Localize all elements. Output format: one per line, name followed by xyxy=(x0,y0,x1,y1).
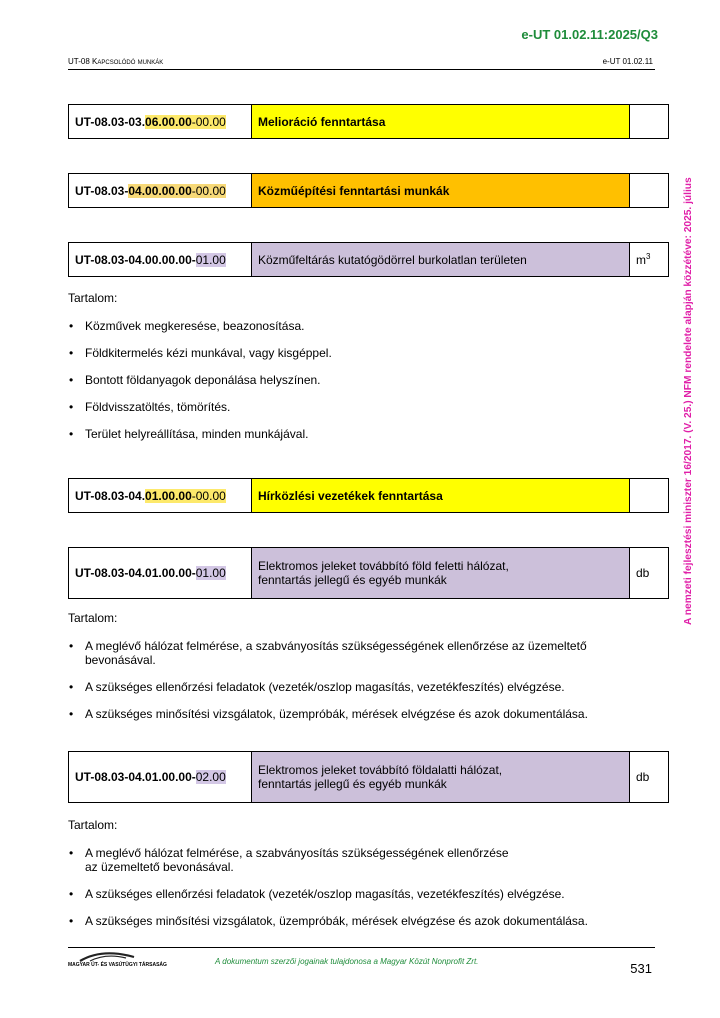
side-publication-text: A nemzeti fejlesztési miniszter 16/2017. (V. 25.) NFM rendelete alapján közzétéve: 2025. július xyxy=(683,177,694,625)
code-prefix: UT-08.03-04.00.00.00- xyxy=(75,252,196,267)
item-title-line: Elektromos jeleket továbbító földalatti hálózat, xyxy=(258,763,503,777)
code-highlight: 04.00.00.00 xyxy=(128,183,192,198)
item-unit: db xyxy=(630,752,669,803)
item-code xyxy=(69,479,252,513)
list-item: • Földvisszatöltés, tömörítés. xyxy=(68,400,658,414)
item-code xyxy=(69,243,252,277)
side-publication-note xyxy=(679,95,699,625)
code-suffix: -00.00 xyxy=(191,183,226,198)
unit-text: m xyxy=(636,253,646,267)
copyright-notice: A dokumentum szerzői jogainak tulajdonosa a Magyar Közút Nonprofit Zrt. xyxy=(215,957,479,966)
item-code xyxy=(69,548,252,599)
list-item: • Közművek megkeresése, beazonosítása. xyxy=(68,319,658,333)
organization-logo xyxy=(68,950,168,972)
code-prefix: UT-08.03-04. xyxy=(75,488,146,503)
page-header xyxy=(68,57,655,70)
item-code xyxy=(69,752,252,803)
item-row xyxy=(68,242,669,277)
content-label: Tartalom: xyxy=(68,818,118,832)
footer-rule xyxy=(68,947,655,948)
item-row xyxy=(68,751,669,803)
item-unit: db xyxy=(630,548,669,599)
item-row xyxy=(68,104,669,139)
organization-name: MAGYAR ÚT- ÉS VASÚTÜGYI TÁRSASÁG xyxy=(68,962,167,968)
header-chapter-title: Kapcsolódó munkák xyxy=(92,57,164,66)
item-title: Közműépítési fenntartási munkák xyxy=(252,174,630,208)
content-list xyxy=(68,846,658,941)
item-title-line: Elektromos jeleket továbbító föld feletti hálózat, xyxy=(258,559,509,573)
item-title: Közműfeltárás kutatógödörrel burkolatlan területen xyxy=(252,243,630,277)
content-list xyxy=(68,639,658,734)
list-item: • A szükséges minősítési vizsgálatok, üzempróbák, mérések elvégzése és azok dokumentálása. xyxy=(68,914,658,928)
code-suffix: -00.00 xyxy=(191,114,226,129)
item-title: Hírközlési vezetékek fenntartása xyxy=(252,479,630,513)
item-row xyxy=(68,478,669,513)
page-number: 531 xyxy=(630,961,652,976)
item-code xyxy=(69,105,252,139)
item-title-line: fenntartás jellegű és egyéb munkák xyxy=(258,573,447,587)
header-chapter-prefix: UT-08 xyxy=(68,57,93,66)
list-item: • Terület helyreállítása, minden munkájával. xyxy=(68,427,658,441)
content-label: Tartalom: xyxy=(68,291,118,305)
header-doc-ref: e-UT 01.02.11 xyxy=(602,57,653,66)
list-item: • Földkitermelés kézi munkával, vagy kisgéppel. xyxy=(68,346,658,360)
item-unit xyxy=(630,105,669,139)
code-prefix: UT-08.03- xyxy=(75,183,129,198)
list-item: • A szükséges minősítési vizsgálatok, üzempróbák, mérések elvégzése és azok dokumentálása. xyxy=(68,707,658,721)
list-item-line: • A meglévő hálózat felmérése, a szabványosítás szükségességének ellenőrzése xyxy=(85,846,509,860)
header-chapter xyxy=(68,57,163,66)
item-unit xyxy=(630,243,669,277)
content-label: Tartalom: xyxy=(68,611,118,625)
item-row xyxy=(68,547,669,599)
code-prefix: UT-08.03-03. xyxy=(75,114,146,129)
code-highlight: 01.00 xyxy=(195,566,226,580)
code-highlight: 01.00 xyxy=(195,252,226,267)
item-row xyxy=(68,173,669,208)
code-highlight: 02.00 xyxy=(195,770,226,784)
list-item: • A meglévő hálózat felmérése, a szabványosítás szükségességének ellenőrzése az üzemeltető bevonásával. xyxy=(68,639,658,667)
item-code xyxy=(69,174,252,208)
code-highlight: 01.00.00 xyxy=(145,488,192,503)
item-title xyxy=(252,752,630,803)
list-item: • Bontott földanyagok deponálása helyszínen. xyxy=(68,373,658,387)
code-prefix: UT-08.03-04.01.00.00- xyxy=(75,566,196,580)
item-title xyxy=(252,548,630,599)
item-title-line: fenntartás jellegű és egyéb munkák xyxy=(258,777,447,791)
unit-superscript: 3 xyxy=(646,252,651,261)
content-list xyxy=(68,319,658,454)
list-item: • A szükséges ellenőrzési feladatok (vezeték/oszlop magasítás, vezetékfeszítés) elvégzése. xyxy=(68,887,658,901)
code-prefix: UT-08.03-04.01.00.00- xyxy=(75,770,196,784)
code-suffix: -00.00 xyxy=(191,488,226,503)
item-unit xyxy=(630,479,669,513)
list-item xyxy=(68,846,658,874)
logo-swoosh-icon xyxy=(72,950,142,962)
code-highlight: 06.00.00 xyxy=(145,114,192,129)
item-unit xyxy=(630,174,669,208)
item-title: Melioráció fenntartása xyxy=(252,105,630,139)
list-item: • A szükséges ellenőrzési feladatok (vezeték/oszlop magasítás, vezetékfeszítés) elvégzése. xyxy=(68,680,658,694)
document-code: e-UT 01.02.11:2025/Q3 xyxy=(521,27,658,42)
list-item-line: az üzemeltető bevonásával. xyxy=(85,860,234,874)
